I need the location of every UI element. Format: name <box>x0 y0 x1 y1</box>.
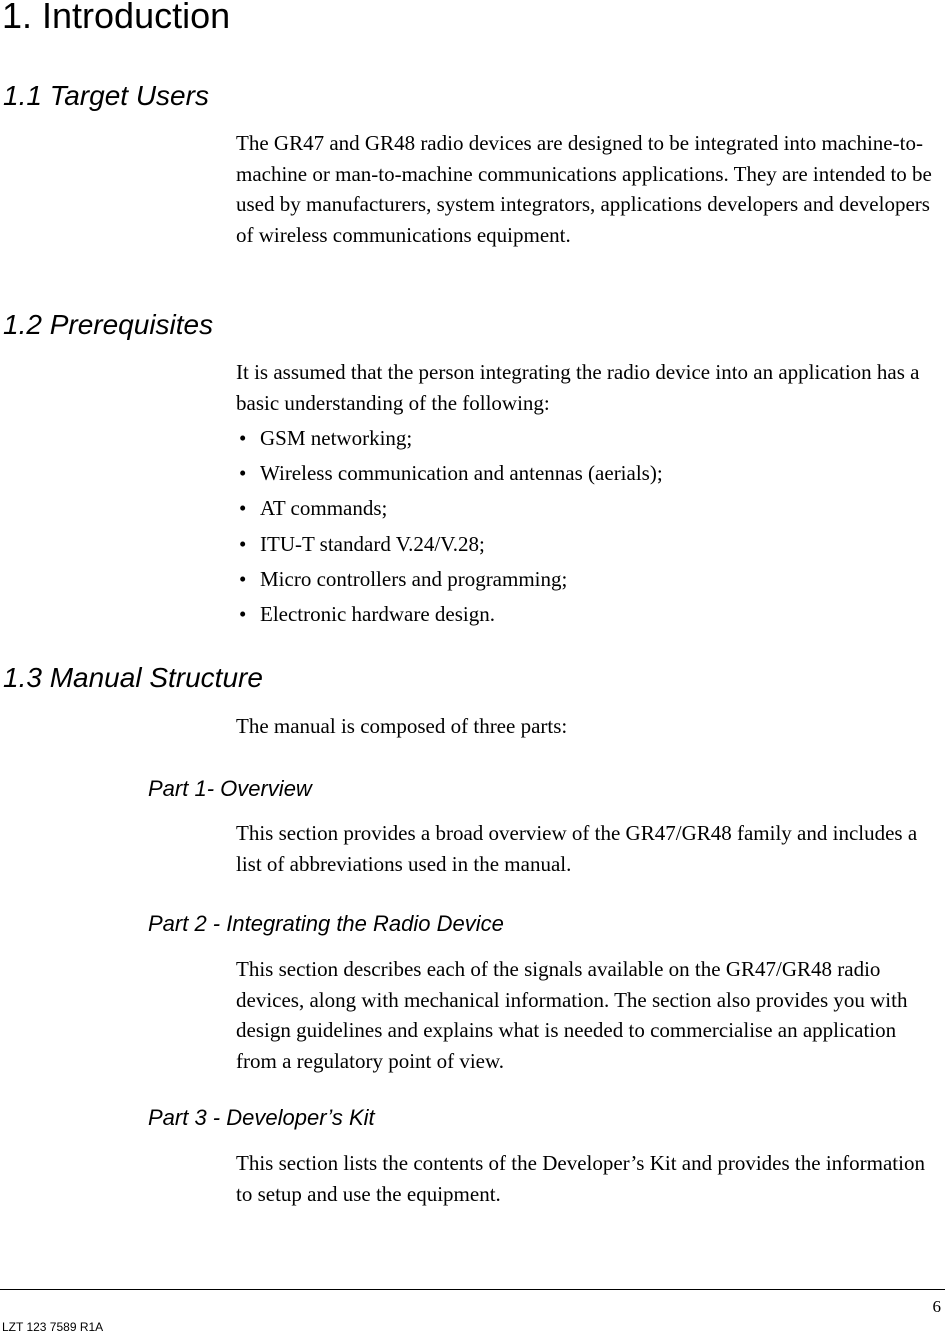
bullet-icon: • <box>239 602 247 627</box>
document-id: LZT 123 7589 R1A <box>2 1320 104 1334</box>
prerequisites-paragraph: It is assumed that the person integrating the radio device into an application has a basic understanding of the following: <box>236 360 920 415</box>
prerequisites-list <box>236 421 663 632</box>
footer-divider <box>0 1289 945 1290</box>
list-item-text: Micro controllers and programming; <box>260 566 568 591</box>
list-item-text: Electronic hardware design. <box>260 602 495 627</box>
section-heading-target-users: 1.1 Target Users <box>3 80 209 111</box>
bullet-icon: • <box>239 426 247 450</box>
chapter-title: 1. Introduction <box>2 0 231 36</box>
section-heading-prerequisites: 1.2 Prerequisites <box>3 309 214 340</box>
target-users-paragraph: The GR47 and GR48 radio devices are designed to be integrated into machine-to-machine or man-to-machine communications applications. They are intended to be used by manufacturers, system integrators, applications developers and developers of wireless communications equipment. <box>236 131 932 247</box>
list-item-text: Wireless communication and antennas (aerials); <box>260 461 663 486</box>
part-2-heading: Part 2 - Integrating the Radio Device <box>148 911 504 936</box>
part-3-heading: Part 3 - Developer’s Kit <box>148 1105 375 1130</box>
bullet-icon: • <box>239 496 247 521</box>
list-item <box>236 456 663 491</box>
list-item-text: ITU-T standard V.24/V.28; <box>260 531 485 556</box>
page-number: 6 <box>932 1297 941 1316</box>
list-item <box>236 562 663 597</box>
part-1-paragraph: This section provides a broad overview of the GR47/GR48 family and includes a list of abbreviations used in the manual. <box>236 821 918 876</box>
bullet-icon: • <box>239 531 247 556</box>
bullet-icon: • <box>239 461 247 486</box>
list-item <box>236 597 663 632</box>
section-heading-manual-structure: 1.3 Manual Structure <box>3 662 263 693</box>
list-item-text: AT commands; <box>260 496 388 521</box>
bullet-icon: • <box>239 566 247 591</box>
list-item <box>236 491 663 526</box>
list-item <box>236 421 663 456</box>
part-3-paragraph: This section lists the contents of the Developer’s Kit and provides the information to setup and use the equipment. <box>236 1151 925 1206</box>
list-item <box>236 527 663 562</box>
manual-structure-paragraph: The manual is composed of three parts: <box>236 714 568 738</box>
part-2-paragraph: This section describes each of the signals available on the GR47/GR48 radio devices, along with mechanical information. The section also provides you with design guidelines and explains what is needed to commercialise an application from a regulatory point of view. <box>236 957 908 1073</box>
part-1-heading: Part 1- Overview <box>148 776 312 801</box>
list-item-text: GSM networking; <box>260 426 413 450</box>
